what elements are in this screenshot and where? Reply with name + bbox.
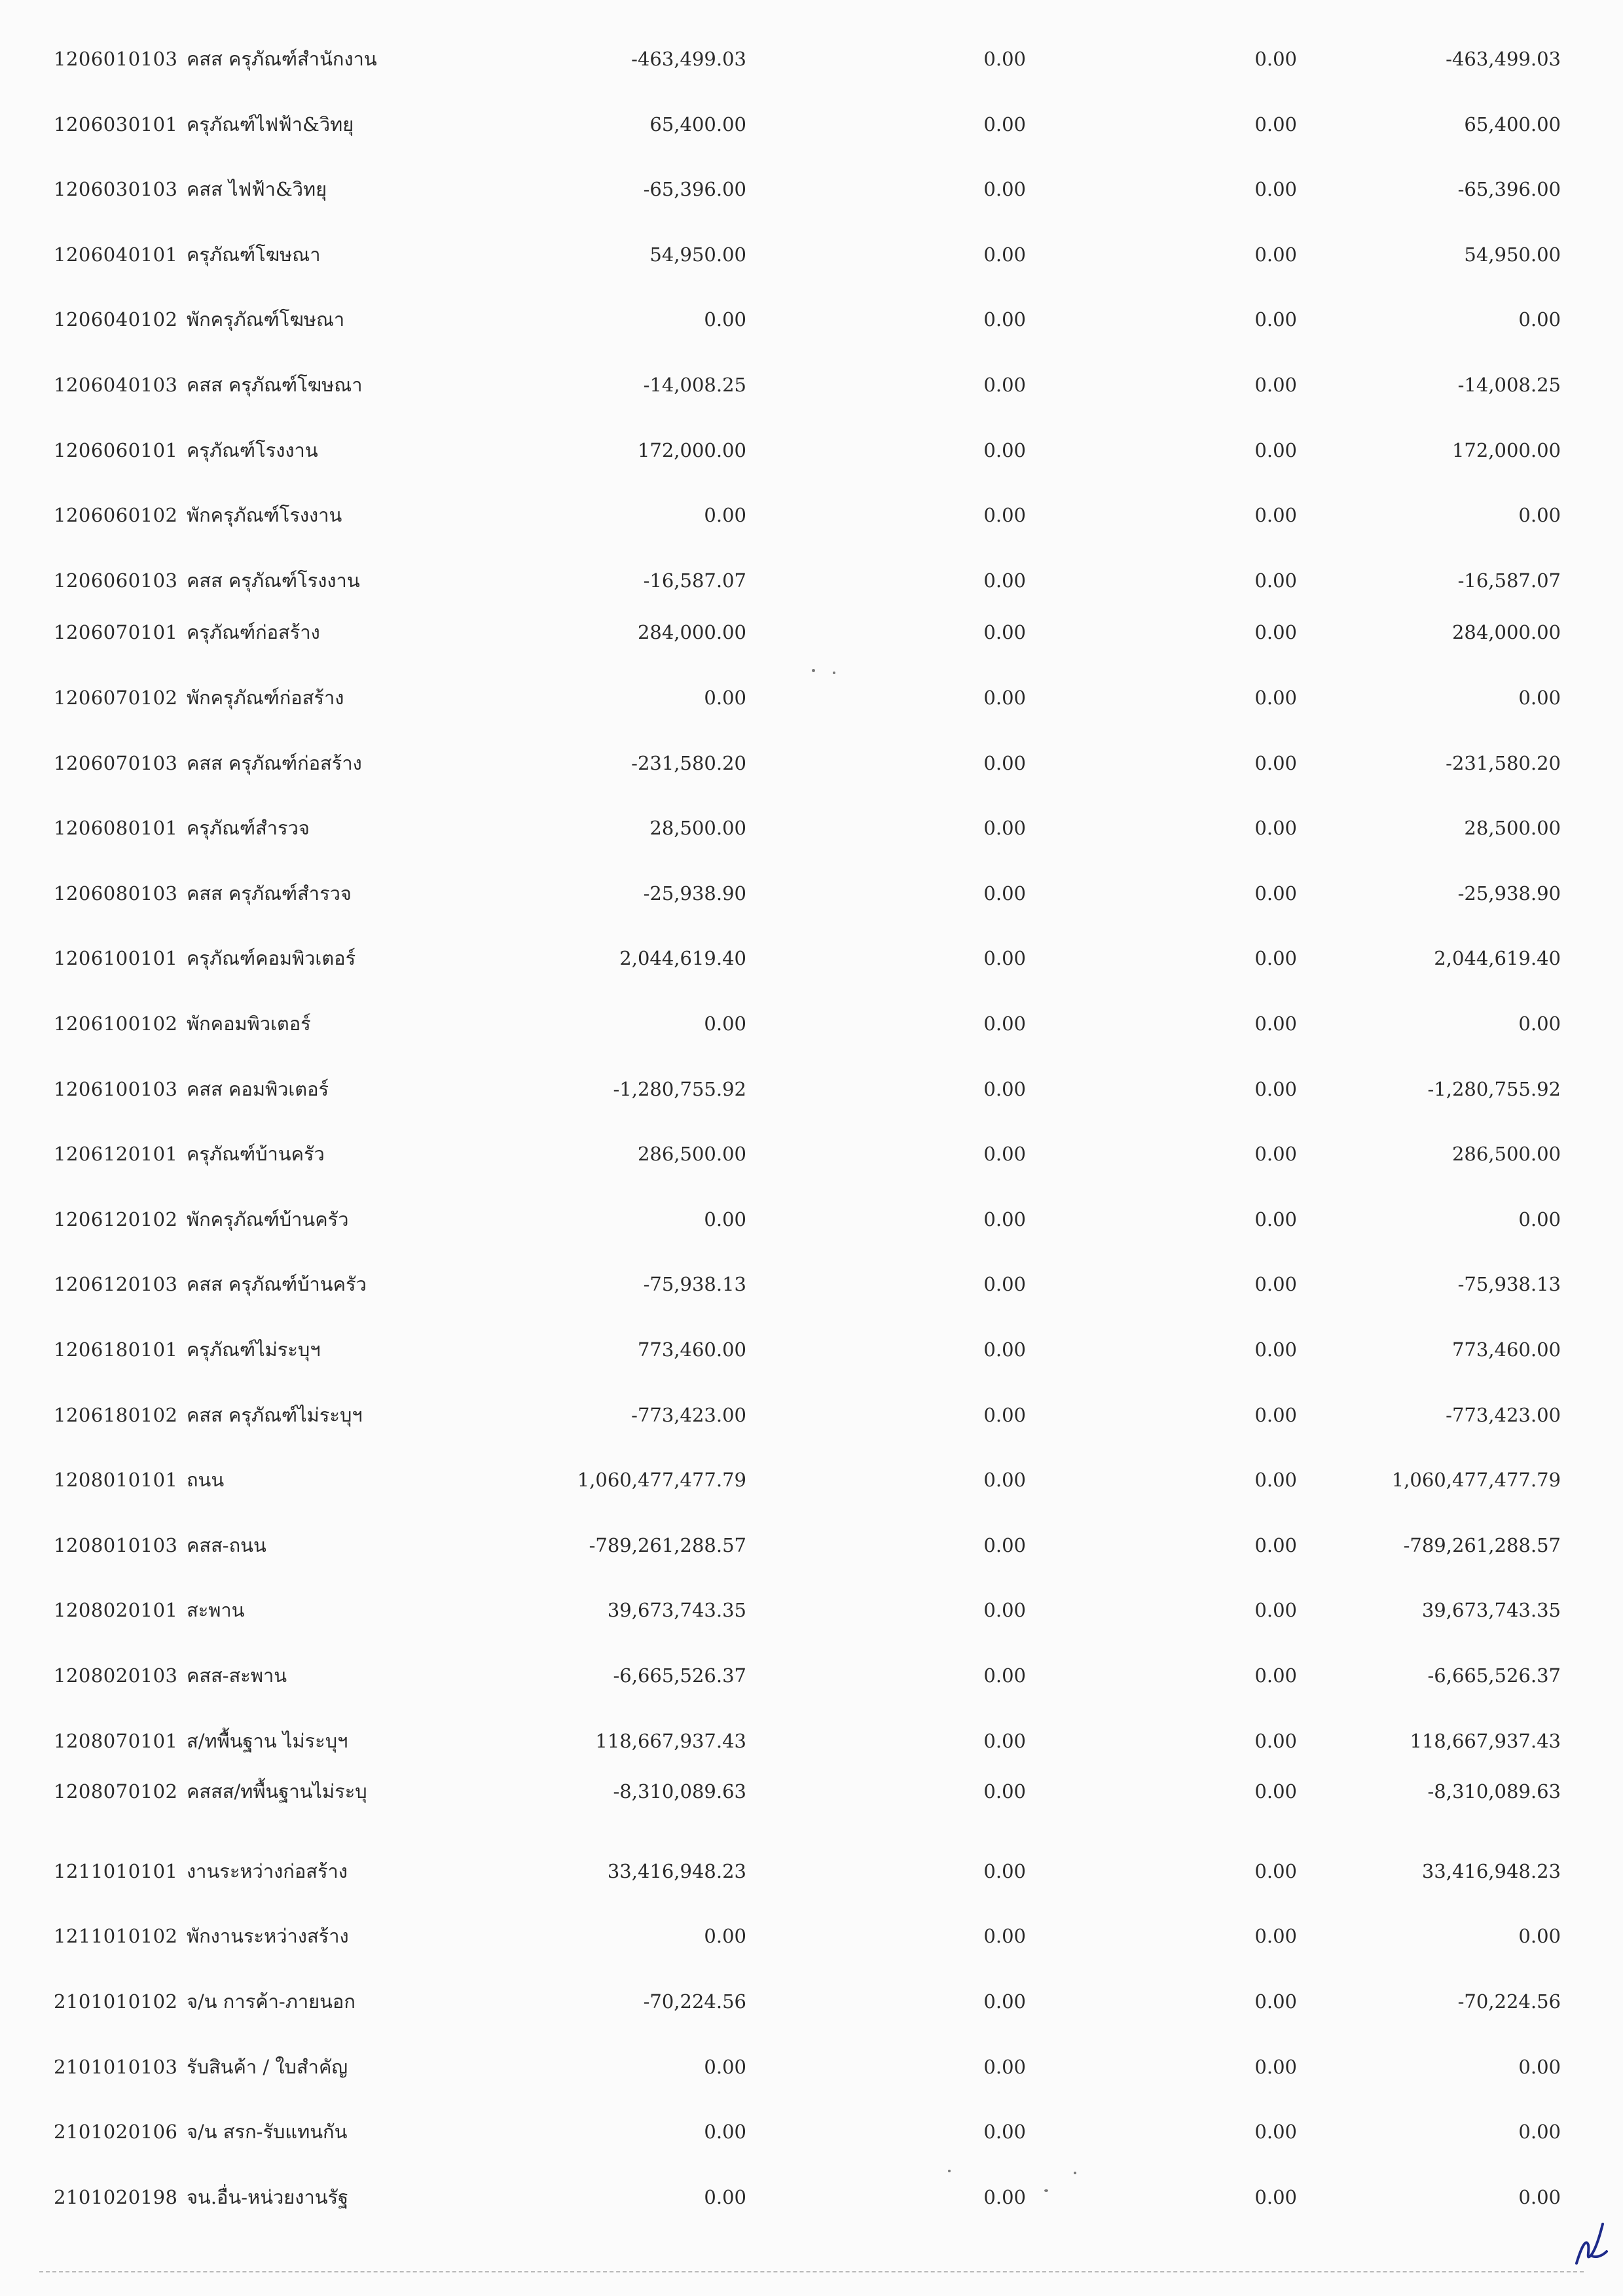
amount-col-2: 0.00 <box>983 1860 1026 1882</box>
amount-col-3: 0.00 <box>1254 1208 1297 1230</box>
amount-col-4: -6,665,526.37 <box>1427 1664 1561 1687</box>
amount-col-3: 0.00 <box>1254 2056 1297 2078</box>
amount-col-1: 2,044,619.40 <box>619 947 746 969</box>
amount-col-1: 0.00 <box>704 1925 746 1947</box>
table-row <box>0 105 1623 144</box>
amount-col-2: 0.00 <box>983 569 1026 592</box>
amount-col-4: 0.00 <box>1518 1208 1561 1230</box>
account-code: 1208020101 <box>54 1599 178 1621</box>
account-name: ครุภัณฑ์โรงงาน <box>187 439 318 461</box>
amount-col-4: -14,008.25 <box>1457 374 1561 396</box>
account-code: 1208010101 <box>54 1469 178 1491</box>
account-name: พักครุภัณฑ์โรงงาน <box>187 504 342 526</box>
amount-col-4: 0.00 <box>1518 308 1561 331</box>
amount-col-3: 0.00 <box>1254 947 1297 969</box>
table-row <box>0 495 1623 535</box>
amount-col-1: -25,938.90 <box>643 882 746 905</box>
amount-col-4: 39,673,743.35 <box>1421 1599 1561 1621</box>
account-name: ครุภัณฑ์ก่อสร้าง <box>187 621 320 643</box>
amount-col-4: 0.00 <box>1518 504 1561 526</box>
table-row <box>0 1069 1623 1109</box>
amount-col-2: 0.00 <box>983 1404 1026 1426</box>
amount-col-1: -14,008.25 <box>643 374 746 396</box>
account-name: รับสินค้า / ใบสำคัญ <box>187 2056 348 2078</box>
account-name: คสส-สะพาน <box>187 1664 287 1687</box>
account-code: 1208020103 <box>54 1664 178 1687</box>
account-name: พักคอมพิวเตอร์ <box>187 1013 311 1035</box>
amount-col-4: 54,950.00 <box>1464 243 1561 266</box>
amount-col-2: 0.00 <box>983 2186 1026 2208</box>
account-code: 1206040102 <box>54 308 178 331</box>
table-row <box>0 1134 1623 1174</box>
account-code: 1208070102 <box>54 1780 178 1803</box>
scan-speck <box>948 2170 951 2172</box>
account-code: 1206030103 <box>54 178 178 200</box>
signature-mark <box>1571 2217 1611 2270</box>
amount-col-1: 65,400.00 <box>649 113 746 135</box>
amount-col-3: 0.00 <box>1254 817 1297 839</box>
amount-col-2: 0.00 <box>983 1664 1026 1687</box>
amount-col-3: 0.00 <box>1254 1013 1297 1035</box>
table-row <box>0 1590 1623 1630</box>
table-row <box>0 2178 1623 2217</box>
table-row <box>0 1916 1623 1956</box>
amount-col-3: 0.00 <box>1254 308 1297 331</box>
amount-col-4: 0.00 <box>1518 2056 1561 2078</box>
account-name: ส/ทพื้นฐาน ไม่ระบุฯ <box>187 1730 348 1752</box>
page-bottom-rule <box>39 2271 1584 2272</box>
amount-col-3: 0.00 <box>1254 113 1297 135</box>
table-row <box>0 2112 1623 2151</box>
amount-col-4: 172,000.00 <box>1451 439 1561 461</box>
amount-col-1: -75,938.13 <box>643 1273 746 1295</box>
amount-col-2: 0.00 <box>983 1534 1026 1556</box>
amount-col-3: 0.00 <box>1254 687 1297 709</box>
table-row <box>0 1395 1623 1435</box>
amount-col-4: -16,587.07 <box>1457 569 1561 592</box>
amount-col-1: 1,060,477,477.79 <box>577 1469 746 1491</box>
amount-col-3: 0.00 <box>1254 1730 1297 1752</box>
amount-col-3: 0.00 <box>1254 1143 1297 1165</box>
account-code: 1206070103 <box>54 752 178 774</box>
account-code: 1206060101 <box>54 439 178 461</box>
account-name: ถนน <box>187 1469 225 1491</box>
amount-col-1: -789,261,288.57 <box>589 1534 746 1556</box>
account-name: ครุภัณฑ์บ้านครัว <box>187 1143 325 1165</box>
account-name: จน.อื่น-หน่วยงานรัฐ <box>187 2186 349 2208</box>
amount-col-2: 0.00 <box>983 113 1026 135</box>
account-code: 1206070102 <box>54 687 178 709</box>
amount-col-4: -70,224.56 <box>1457 1990 1561 2013</box>
table-row <box>0 939 1623 978</box>
account-name: ครุภัณฑ์ไฟฟ้า&วิทยุ <box>187 113 354 135</box>
table-row <box>0 39 1623 79</box>
amount-col-3: 0.00 <box>1254 504 1297 526</box>
account-name: คสส ครุภัณฑ์ไม่ระบุฯ <box>187 1404 363 1426</box>
account-name: คสส ครุภัณฑ์สำนักงาน <box>187 48 377 70</box>
account-code: 2101020198 <box>54 2186 178 2208</box>
amount-col-2: 0.00 <box>983 1273 1026 1295</box>
amount-col-2: 0.00 <box>983 2056 1026 2078</box>
amount-col-2: 0.00 <box>983 178 1026 200</box>
amount-col-1: 286,500.00 <box>637 1143 746 1165</box>
amount-col-1: 0.00 <box>704 308 746 331</box>
amount-col-4: 1,060,477,477.79 <box>1391 1469 1561 1491</box>
table-row <box>0 2047 1623 2087</box>
account-name: จ/น สรก-รับแทนกัน <box>187 2121 348 2143</box>
amount-col-3: 0.00 <box>1254 1990 1297 2013</box>
amount-col-4: 65,400.00 <box>1464 113 1561 135</box>
account-name: พักครุภัณฑ์โฆษณา <box>187 308 345 331</box>
amount-col-3: 0.00 <box>1254 1925 1297 1947</box>
amount-col-3: 0.00 <box>1254 1860 1297 1882</box>
account-code: 2101010102 <box>54 1990 178 2013</box>
amount-col-2: 0.00 <box>983 947 1026 969</box>
amount-col-2: 0.00 <box>983 504 1026 526</box>
amount-col-4: 0.00 <box>1518 687 1561 709</box>
amount-col-1: 54,950.00 <box>649 243 746 266</box>
table-row <box>0 1265 1623 1304</box>
amount-col-4: 0.00 <box>1518 2186 1561 2208</box>
table-row <box>0 1721 1623 1761</box>
scan-speck <box>1044 2189 1048 2192</box>
amount-col-4: -773,423.00 <box>1446 1404 1561 1426</box>
account-name: ครุภัณฑ์ไม่ระบุฯ <box>187 1338 321 1361</box>
amount-col-4: 286,500.00 <box>1451 1143 1561 1165</box>
account-code: 1206100101 <box>54 947 178 969</box>
account-name: พักงานระหว่างสร้าง <box>187 1925 349 1947</box>
account-name: คสส ครุภัณฑ์บ้านครัว <box>187 1273 367 1295</box>
account-code: 2101010103 <box>54 2056 178 2078</box>
account-name: พักครุภัณฑ์ก่อสร้าง <box>187 687 344 709</box>
amount-col-2: 0.00 <box>983 1730 1026 1752</box>
table-row <box>0 1460 1623 1499</box>
table-row <box>0 613 1623 652</box>
account-name: คสส ครุภัณฑ์โฆษณา <box>187 374 363 396</box>
amount-col-3: 0.00 <box>1254 1780 1297 1803</box>
amount-col-3: 0.00 <box>1254 1664 1297 1687</box>
account-code: 1206040103 <box>54 374 178 396</box>
amount-col-3: 0.00 <box>1254 621 1297 643</box>
amount-col-4: -8,310,089.63 <box>1427 1780 1561 1803</box>
amount-col-4: -463,499.03 <box>1446 48 1561 70</box>
account-code: 1206180101 <box>54 1338 178 1361</box>
account-code: 1206070101 <box>54 621 178 643</box>
account-code: 2101020106 <box>54 2121 178 2143</box>
amount-col-3: 0.00 <box>1254 752 1297 774</box>
scan-speck <box>833 672 835 674</box>
account-code: 1206180102 <box>54 1404 178 1426</box>
table-row <box>0 170 1623 209</box>
amount-col-3: 0.00 <box>1254 1469 1297 1491</box>
amount-col-1: 0.00 <box>704 2186 746 2208</box>
table-row <box>0 1852 1623 1891</box>
account-name: คสส ครุภัณฑ์สำรวจ <box>187 882 352 905</box>
amount-col-4: 284,000.00 <box>1451 621 1561 643</box>
account-code: 1206100103 <box>54 1078 178 1100</box>
amount-col-1: 39,673,743.35 <box>607 1599 746 1621</box>
account-code: 1206100102 <box>54 1013 178 1035</box>
account-code: 1206030101 <box>54 113 178 135</box>
amount-col-3: 0.00 <box>1254 1273 1297 1295</box>
amount-col-4: -789,261,288.57 <box>1403 1534 1561 1556</box>
amount-col-2: 0.00 <box>983 2121 1026 2143</box>
amount-col-3: 0.00 <box>1254 374 1297 396</box>
amount-col-1: 0.00 <box>704 687 746 709</box>
amount-col-1: -16,587.07 <box>643 569 746 592</box>
account-code: 1206060102 <box>54 504 178 526</box>
amount-col-1: 33,416,948.23 <box>607 1860 746 1882</box>
amount-col-1: 0.00 <box>704 1013 746 1035</box>
amount-col-4: -25,938.90 <box>1457 882 1561 905</box>
amount-col-2: 0.00 <box>983 621 1026 643</box>
amount-col-2: 0.00 <box>983 1208 1026 1230</box>
account-code: 1206120101 <box>54 1143 178 1165</box>
account-name: คสสส/ทพื้นฐานไม่ระบุ <box>187 1780 367 1803</box>
amount-col-3: 0.00 <box>1254 243 1297 266</box>
amount-col-1: -463,499.03 <box>631 48 746 70</box>
amount-col-2: 0.00 <box>983 687 1026 709</box>
amount-col-2: 0.00 <box>983 752 1026 774</box>
amount-col-3: 0.00 <box>1254 1338 1297 1361</box>
account-name: คสส คอมพิวเตอร์ <box>187 1078 329 1100</box>
scan-speck <box>812 669 815 672</box>
amount-col-2: 0.00 <box>983 308 1026 331</box>
amount-col-2: 0.00 <box>983 439 1026 461</box>
account-name: ครุภัณฑ์คอมพิวเตอร์ <box>187 947 356 969</box>
amount-col-2: 0.00 <box>983 1143 1026 1165</box>
amount-col-3: 0.00 <box>1254 178 1297 200</box>
account-name: คสส-ถนน <box>187 1534 266 1556</box>
table-row <box>0 1004 1623 1043</box>
table-row <box>0 1982 1623 2021</box>
amount-col-1: 0.00 <box>704 1208 746 1230</box>
amount-col-1: -773,423.00 <box>631 1404 746 1426</box>
account-code: 1206080103 <box>54 882 178 905</box>
amount-col-2: 0.00 <box>983 882 1026 905</box>
amount-col-1: 0.00 <box>704 2121 746 2143</box>
account-name: สะพาน <box>187 1599 245 1621</box>
table-row <box>0 1772 1623 1811</box>
amount-col-2: 0.00 <box>983 1469 1026 1491</box>
account-code: 1206120103 <box>54 1273 178 1295</box>
amount-col-3: 0.00 <box>1254 48 1297 70</box>
amount-col-2: 0.00 <box>983 1780 1026 1803</box>
amount-col-1: -1,280,755.92 <box>613 1078 746 1100</box>
amount-col-4: -75,938.13 <box>1457 1273 1561 1295</box>
table-row <box>0 431 1623 470</box>
amount-col-3: 0.00 <box>1254 1404 1297 1426</box>
amount-col-1: 0.00 <box>704 2056 746 2078</box>
account-code: 1208010103 <box>54 1534 178 1556</box>
account-name: คสส ไฟฟ้า&วิทยุ <box>187 178 327 200</box>
amount-col-4: -65,396.00 <box>1457 178 1561 200</box>
amount-col-1: 0.00 <box>704 504 746 526</box>
table-row <box>0 300 1623 339</box>
amount-col-2: 0.00 <box>983 48 1026 70</box>
amount-col-3: 0.00 <box>1254 2121 1297 2143</box>
amount-col-1: 118,667,937.43 <box>595 1730 746 1752</box>
table-row <box>0 1656 1623 1695</box>
amount-col-2: 0.00 <box>983 1925 1026 1947</box>
amount-col-1: 284,000.00 <box>637 621 746 643</box>
table-row <box>0 561 1623 600</box>
account-name: คสส ครุภัณฑ์โรงงาน <box>187 569 360 592</box>
account-code: 1206120102 <box>54 1208 178 1230</box>
amount-col-4: 118,667,937.43 <box>1410 1730 1561 1752</box>
amount-col-1: -6,665,526.37 <box>613 1664 746 1687</box>
amount-col-4: 0.00 <box>1518 2121 1561 2143</box>
amount-col-1: 172,000.00 <box>637 439 746 461</box>
account-name: งานระหว่างก่อสร้าง <box>187 1860 348 1882</box>
amount-col-4: 0.00 <box>1518 1925 1561 1947</box>
table-row <box>0 874 1623 913</box>
account-code: 1206010103 <box>54 48 178 70</box>
amount-col-1: -231,580.20 <box>631 752 746 774</box>
amount-col-3: 0.00 <box>1254 1078 1297 1100</box>
amount-col-2: 0.00 <box>983 1013 1026 1035</box>
amount-col-2: 0.00 <box>983 1599 1026 1621</box>
account-name: ครุภัณฑ์สำรวจ <box>187 817 310 839</box>
amount-col-2: 0.00 <box>983 1078 1026 1100</box>
amount-col-2: 0.00 <box>983 1338 1026 1361</box>
account-name: ครุภัณฑ์โฆษณา <box>187 243 321 266</box>
account-code: 1211010101 <box>54 1860 178 1882</box>
scan-speck <box>1074 2172 1076 2174</box>
table-row <box>0 808 1623 848</box>
account-name: จ/น การค้า-ภายนอก <box>187 1990 356 2013</box>
account-code: 1211010102 <box>54 1925 178 1947</box>
table-row <box>0 1200 1623 1239</box>
amount-col-4: 28,500.00 <box>1464 817 1561 839</box>
amount-col-3: 0.00 <box>1254 569 1297 592</box>
amount-col-3: 0.00 <box>1254 882 1297 905</box>
amount-col-4: 773,460.00 <box>1451 1338 1561 1361</box>
account-code: 1206080101 <box>54 817 178 839</box>
table-row <box>0 235 1623 274</box>
amount-col-4: -1,280,755.92 <box>1427 1078 1561 1100</box>
amount-col-3: 0.00 <box>1254 2186 1297 2208</box>
amount-col-1: -70,224.56 <box>643 1990 746 2013</box>
amount-col-1: -8,310,089.63 <box>613 1780 746 1803</box>
amount-col-4: 33,416,948.23 <box>1421 1860 1561 1882</box>
account-code: 1206040101 <box>54 243 178 266</box>
amount-col-2: 0.00 <box>983 374 1026 396</box>
amount-col-2: 0.00 <box>983 1990 1026 2013</box>
amount-col-2: 0.00 <box>983 243 1026 266</box>
account-name: คสส ครุภัณฑ์ก่อสร้าง <box>187 752 362 774</box>
amount-col-3: 0.00 <box>1254 1534 1297 1556</box>
amount-col-1: -65,396.00 <box>643 178 746 200</box>
amount-col-4: -231,580.20 <box>1446 752 1561 774</box>
table-row <box>0 678 1623 717</box>
amount-col-4: 2,044,619.40 <box>1434 947 1561 969</box>
amount-col-3: 0.00 <box>1254 1599 1297 1621</box>
amount-col-1: 773,460.00 <box>637 1338 746 1361</box>
table-row <box>0 744 1623 783</box>
amount-col-1: 28,500.00 <box>649 817 746 839</box>
amount-col-3: 0.00 <box>1254 439 1297 461</box>
table-row <box>0 365 1623 404</box>
account-code: 1208070101 <box>54 1730 178 1752</box>
table-row <box>0 1330 1623 1369</box>
table-row <box>0 1526 1623 1565</box>
account-code: 1206060103 <box>54 569 178 592</box>
amount-col-4: 0.00 <box>1518 1013 1561 1035</box>
amount-col-2: 0.00 <box>983 817 1026 839</box>
account-name: พักครุภัณฑ์บ้านครัว <box>187 1208 349 1230</box>
